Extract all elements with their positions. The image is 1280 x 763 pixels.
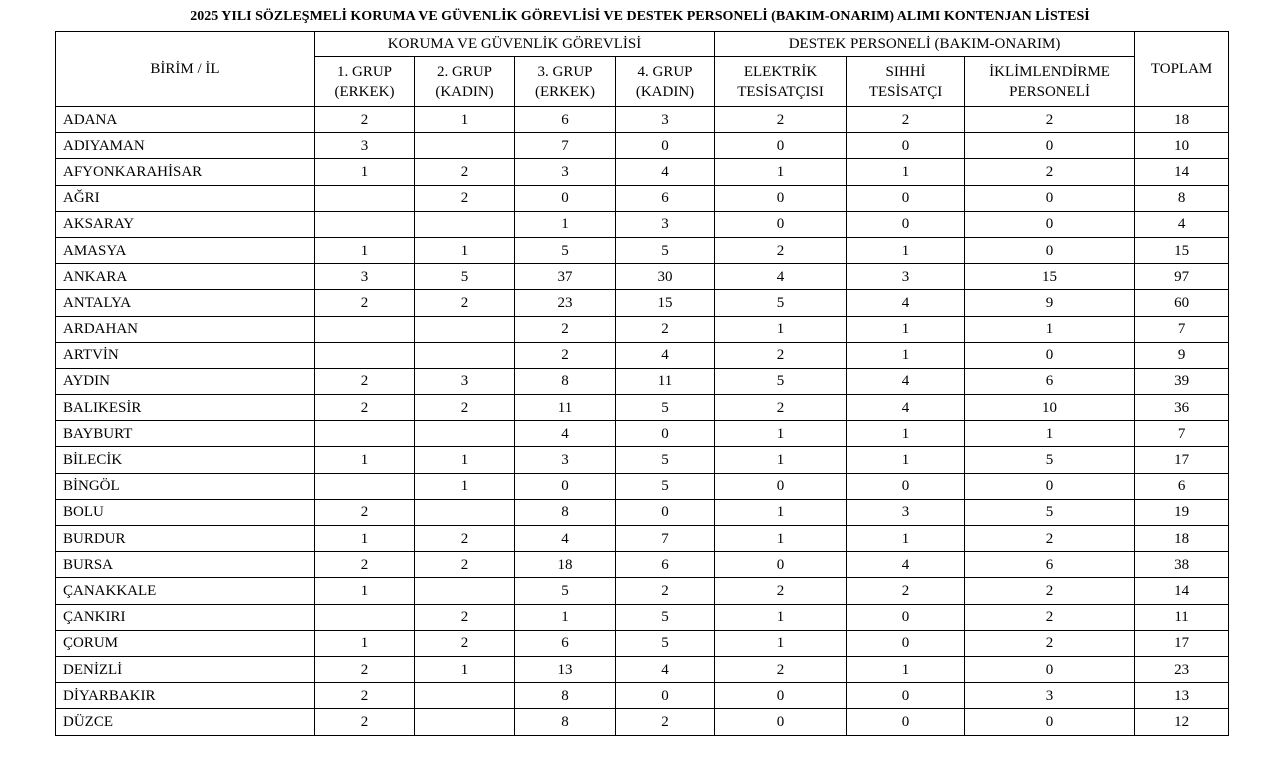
quota-cell: 2 [965,604,1135,630]
quota-cell: 3 [515,159,616,185]
quota-cell: 0 [515,185,616,211]
quota-cell: 1 [415,656,515,682]
city-name-cell: ANTALYA [56,290,315,316]
total-cell: 7 [1135,316,1229,342]
quota-cell: 2 [315,683,415,709]
quota-cell: 2 [315,499,415,525]
quota-cell [315,342,415,368]
quota-cell: 30 [616,264,715,290]
quota-cell [315,316,415,342]
table-row [56,499,1229,525]
quota-cell: 8 [515,683,616,709]
column-header [847,57,965,107]
quota-cell: 2 [715,395,847,421]
city-name-cell: BAYBURT [56,421,315,447]
column-header-line: SIHHİ [885,63,926,80]
quota-cell: 2 [847,107,965,133]
city-name-cell: BİNGÖL [56,473,315,499]
quota-cell: 2 [965,630,1135,656]
city-name-cell: ÇANKIRI [56,604,315,630]
column-header-line: 4. GRUP [637,63,693,80]
quota-cell: 5 [715,290,847,316]
column-header-line: İKLİMLENDİRME [989,63,1110,80]
header-birim: BİRİM / İL [56,32,315,107]
quota-cell: 0 [965,185,1135,211]
total-cell: 36 [1135,395,1229,421]
quota-cell: 6 [616,552,715,578]
quota-cell: 4 [515,421,616,447]
quota-cell: 0 [715,552,847,578]
quota-cell [315,473,415,499]
column-header-line: TESİSATÇI [868,83,943,100]
column-header-line: PERSONELİ [1009,83,1090,100]
quota-cell [415,316,515,342]
quota-cell: 7 [515,133,616,159]
quota-cell: 1 [965,316,1135,342]
column-header [965,57,1135,107]
quota-cell [415,342,515,368]
table-row [56,159,1229,185]
column-header [415,57,515,107]
quota-cell: 2 [715,656,847,682]
quota-cell: 0 [616,683,715,709]
quota-cell: 4 [847,368,965,394]
quota-cell: 8 [515,709,616,735]
quota-cell: 1 [847,237,965,263]
quota-cell: 6 [616,185,715,211]
quota-cell: 15 [965,264,1135,290]
total-cell: 17 [1135,447,1229,473]
city-name-cell: ARTVİN [56,342,315,368]
city-name-cell: AYDIN [56,368,315,394]
quota-cell: 6 [965,368,1135,394]
quota-cell: 2 [715,107,847,133]
table-row [56,264,1229,290]
table-row [56,342,1229,368]
quota-cell: 3 [847,499,965,525]
city-name-cell: ÇANAKKALE [56,578,315,604]
quota-cell: 37 [515,264,616,290]
city-name-cell: BURSA [56,552,315,578]
quota-cell: 4 [616,342,715,368]
city-name-cell: DÜZCE [56,709,315,735]
total-cell: 15 [1135,237,1229,263]
quota-cell: 2 [415,395,515,421]
quota-cell: 0 [847,133,965,159]
city-name-cell: ADANA [56,107,315,133]
quota-cell [415,499,515,525]
table-row [56,578,1229,604]
quota-cell: 2 [415,552,515,578]
quota-cell: 2 [415,526,515,552]
quota-cell: 1 [715,447,847,473]
quota-cell: 3 [616,211,715,237]
table-row [56,656,1229,682]
quota-cell: 1 [847,159,965,185]
quota-cell: 18 [515,552,616,578]
city-name-cell: AFYONKARAHİSAR [56,159,315,185]
quota-cell: 1 [315,526,415,552]
city-name-cell: ANKARA [56,264,315,290]
quota-cell: 1 [515,604,616,630]
total-cell: 60 [1135,290,1229,316]
quota-cell: 1 [847,421,965,447]
quota-cell: 2 [315,552,415,578]
column-header-line: (ERKEK) [535,83,595,100]
total-cell: 8 [1135,185,1229,211]
table-row [56,107,1229,133]
quota-cell: 8 [515,499,616,525]
table-row [56,552,1229,578]
quota-cell: 4 [616,159,715,185]
city-name-cell: ÇORUM [56,630,315,656]
quota-cell: 5 [616,604,715,630]
table-row [56,683,1229,709]
quota-cell: 5 [965,447,1135,473]
column-header-line: 3. GRUP [537,63,593,80]
quota-cell: 2 [965,107,1135,133]
total-cell: 19 [1135,499,1229,525]
quota-cell: 1 [715,526,847,552]
city-name-cell: ADIYAMAN [56,133,315,159]
quota-cell: 5 [515,578,616,604]
table-body [56,107,1229,736]
total-cell: 38 [1135,552,1229,578]
quota-cell: 3 [515,447,616,473]
quota-cell: 0 [616,421,715,447]
quota-cell: 2 [415,290,515,316]
quota-cell: 2 [315,107,415,133]
total-cell: 13 [1135,683,1229,709]
quota-cell [315,421,415,447]
quota-cell: 3 [616,107,715,133]
quota-cell: 0 [715,211,847,237]
quota-cell: 2 [616,316,715,342]
quota-cell: 1 [715,630,847,656]
total-cell: 17 [1135,630,1229,656]
quota-cell [415,211,515,237]
quota-cell: 1 [315,578,415,604]
quota-cell: 0 [515,473,616,499]
quota-cell: 0 [847,709,965,735]
table-row [56,630,1229,656]
quota-cell: 2 [315,290,415,316]
table-row [56,421,1229,447]
quota-cell: 6 [515,107,616,133]
header-group-destek: DESTEK PERSONELİ (BAKIM-ONARIM) [715,32,1135,57]
table-row [56,290,1229,316]
column-header [315,57,415,107]
quota-cell: 3 [965,683,1135,709]
total-cell: 6 [1135,473,1229,499]
quota-cell: 0 [965,473,1135,499]
total-cell: 14 [1135,578,1229,604]
city-name-cell: ARDAHAN [56,316,315,342]
table-row [56,604,1229,630]
quota-cell: 2 [616,709,715,735]
quota-cell: 2 [715,342,847,368]
column-header-line: ELEKTRİK [743,63,818,80]
quota-cell: 0 [715,133,847,159]
quota-cell: 0 [847,473,965,499]
total-cell: 11 [1135,604,1229,630]
city-name-cell: BALIKESİR [56,395,315,421]
quota-cell: 5 [715,368,847,394]
quota-cell: 3 [415,368,515,394]
quota-cell: 0 [616,499,715,525]
quota-cell: 2 [415,630,515,656]
quota-cell: 10 [965,395,1135,421]
table-row [56,133,1229,159]
city-name-cell: BURDUR [56,526,315,552]
total-cell: 97 [1135,264,1229,290]
quota-cell: 4 [715,264,847,290]
total-cell: 18 [1135,107,1229,133]
total-cell: 23 [1135,656,1229,682]
quota-cell: 23 [515,290,616,316]
table-row [56,185,1229,211]
quota-cell: 2 [715,237,847,263]
total-cell: 4 [1135,211,1229,237]
column-header-line: 2. GRUP [436,63,492,80]
quota-table [55,31,1229,736]
total-cell: 14 [1135,159,1229,185]
quota-cell: 2 [965,159,1135,185]
quota-cell [415,578,515,604]
quota-cell: 5 [616,473,715,499]
column-header [715,57,847,107]
city-name-cell: BOLU [56,499,315,525]
quota-cell: 1 [715,604,847,630]
quota-cell: 5 [415,264,515,290]
quota-cell: 2 [965,526,1135,552]
quota-cell: 8 [515,368,616,394]
column-header-line: TESİSATÇISI [737,83,824,100]
total-cell: 10 [1135,133,1229,159]
quota-cell: 1 [715,499,847,525]
column-header [616,57,715,107]
column-header-line: (ERKEK) [334,83,395,100]
quota-cell [315,185,415,211]
city-name-cell: AMASYA [56,237,315,263]
quota-cell: 2 [415,604,515,630]
header-toplam: TOPLAM [1135,32,1229,107]
quota-cell: 2 [715,578,847,604]
quota-cell: 0 [847,683,965,709]
column-header [515,57,616,107]
total-cell: 39 [1135,368,1229,394]
quota-cell: 4 [616,656,715,682]
quota-cell: 5 [616,630,715,656]
quota-cell: 0 [965,211,1135,237]
quota-cell: 2 [616,578,715,604]
quota-cell: 1 [847,316,965,342]
column-header-line: 1. GRUP [336,63,392,80]
table-row [56,395,1229,421]
quota-cell: 0 [616,133,715,159]
quota-cell: 0 [847,630,965,656]
quota-cell: 5 [616,395,715,421]
quota-cell: 4 [847,395,965,421]
quota-cell: 5 [515,237,616,263]
table-row [56,316,1229,342]
quota-cell: 1 [315,237,415,263]
quota-cell: 0 [715,683,847,709]
quota-cell: 1 [847,447,965,473]
quota-cell: 0 [715,709,847,735]
quota-cell: 1 [965,421,1135,447]
quota-cell: 1 [415,473,515,499]
quota-cell: 1 [847,342,965,368]
column-header-line: (KADIN) [635,83,695,100]
quota-cell: 2 [515,316,616,342]
quota-cell: 15 [616,290,715,316]
quota-cell [415,683,515,709]
quota-cell: 0 [847,604,965,630]
quota-cell: 1 [415,237,515,263]
quota-cell: 1 [715,159,847,185]
quota-cell: 6 [515,630,616,656]
quota-cell: 1 [415,107,515,133]
city-name-cell: DİYARBAKIR [56,683,315,709]
quota-cell [315,211,415,237]
quota-cell [415,709,515,735]
quota-cell: 2 [965,578,1135,604]
table-row [56,526,1229,552]
quota-cell: 5 [616,447,715,473]
quota-cell: 9 [965,290,1135,316]
quota-cell: 11 [616,368,715,394]
header-group-koruma: KORUMA VE GÜVENLİK GÖREVLİSİ [315,32,715,57]
quota-cell: 0 [715,473,847,499]
quota-cell: 13 [515,656,616,682]
quota-cell: 2 [315,368,415,394]
quota-cell: 3 [315,133,415,159]
quota-cell: 5 [616,237,715,263]
quota-cell: 2 [515,342,616,368]
quota-cell: 0 [847,185,965,211]
quota-cell [415,421,515,447]
quota-cell: 0 [847,211,965,237]
quota-cell: 7 [616,526,715,552]
quota-cell: 1 [515,211,616,237]
table-row [56,211,1229,237]
city-name-cell: BİLECİK [56,447,315,473]
quota-cell: 1 [847,656,965,682]
quota-cell: 5 [965,499,1135,525]
document-title: 2025 YILI SÖZLEŞMELİ KORUMA VE GÜVENLİK GÖREVLİSİ VE DESTEK PERSONELİ (BAKIM-ONARIM) ALIMI KONTENJAN LİSTESİ [190,9,1090,24]
quota-cell: 3 [847,264,965,290]
city-name-cell: DENİZLİ [56,656,315,682]
quota-cell: 1 [315,159,415,185]
quota-cell: 11 [515,395,616,421]
quota-cell: 0 [965,237,1135,263]
table-row [56,237,1229,263]
quota-cell: 1 [715,316,847,342]
quota-cell: 4 [515,526,616,552]
total-cell: 18 [1135,526,1229,552]
quota-cell [415,133,515,159]
quota-cell: 0 [965,656,1135,682]
quota-cell: 0 [965,342,1135,368]
quota-cell: 4 [847,552,965,578]
quota-cell: 0 [965,133,1135,159]
quota-cell: 1 [715,421,847,447]
total-cell: 12 [1135,709,1229,735]
total-cell: 7 [1135,421,1229,447]
quota-cell: 2 [315,395,415,421]
total-cell: 9 [1135,342,1229,368]
quota-cell: 2 [415,185,515,211]
quota-cell: 3 [315,264,415,290]
quota-cell: 2 [315,709,415,735]
quota-cell: 0 [965,709,1135,735]
quota-cell: 1 [315,630,415,656]
table-row [56,473,1229,499]
table-row [56,709,1229,735]
table-row [56,447,1229,473]
quota-cell: 1 [847,526,965,552]
column-header-line: (KADIN) [435,83,494,100]
quota-cell [315,604,415,630]
quota-cell: 2 [415,159,515,185]
quota-cell: 6 [965,552,1135,578]
quota-cell: 4 [847,290,965,316]
quota-cell: 1 [315,447,415,473]
city-name-cell: AĞRI [56,185,315,211]
city-name-cell: AKSARAY [56,211,315,237]
quota-cell: 0 [715,185,847,211]
table-row [56,368,1229,394]
quota-cell: 1 [415,447,515,473]
quota-cell: 2 [315,656,415,682]
quota-cell: 2 [847,578,965,604]
